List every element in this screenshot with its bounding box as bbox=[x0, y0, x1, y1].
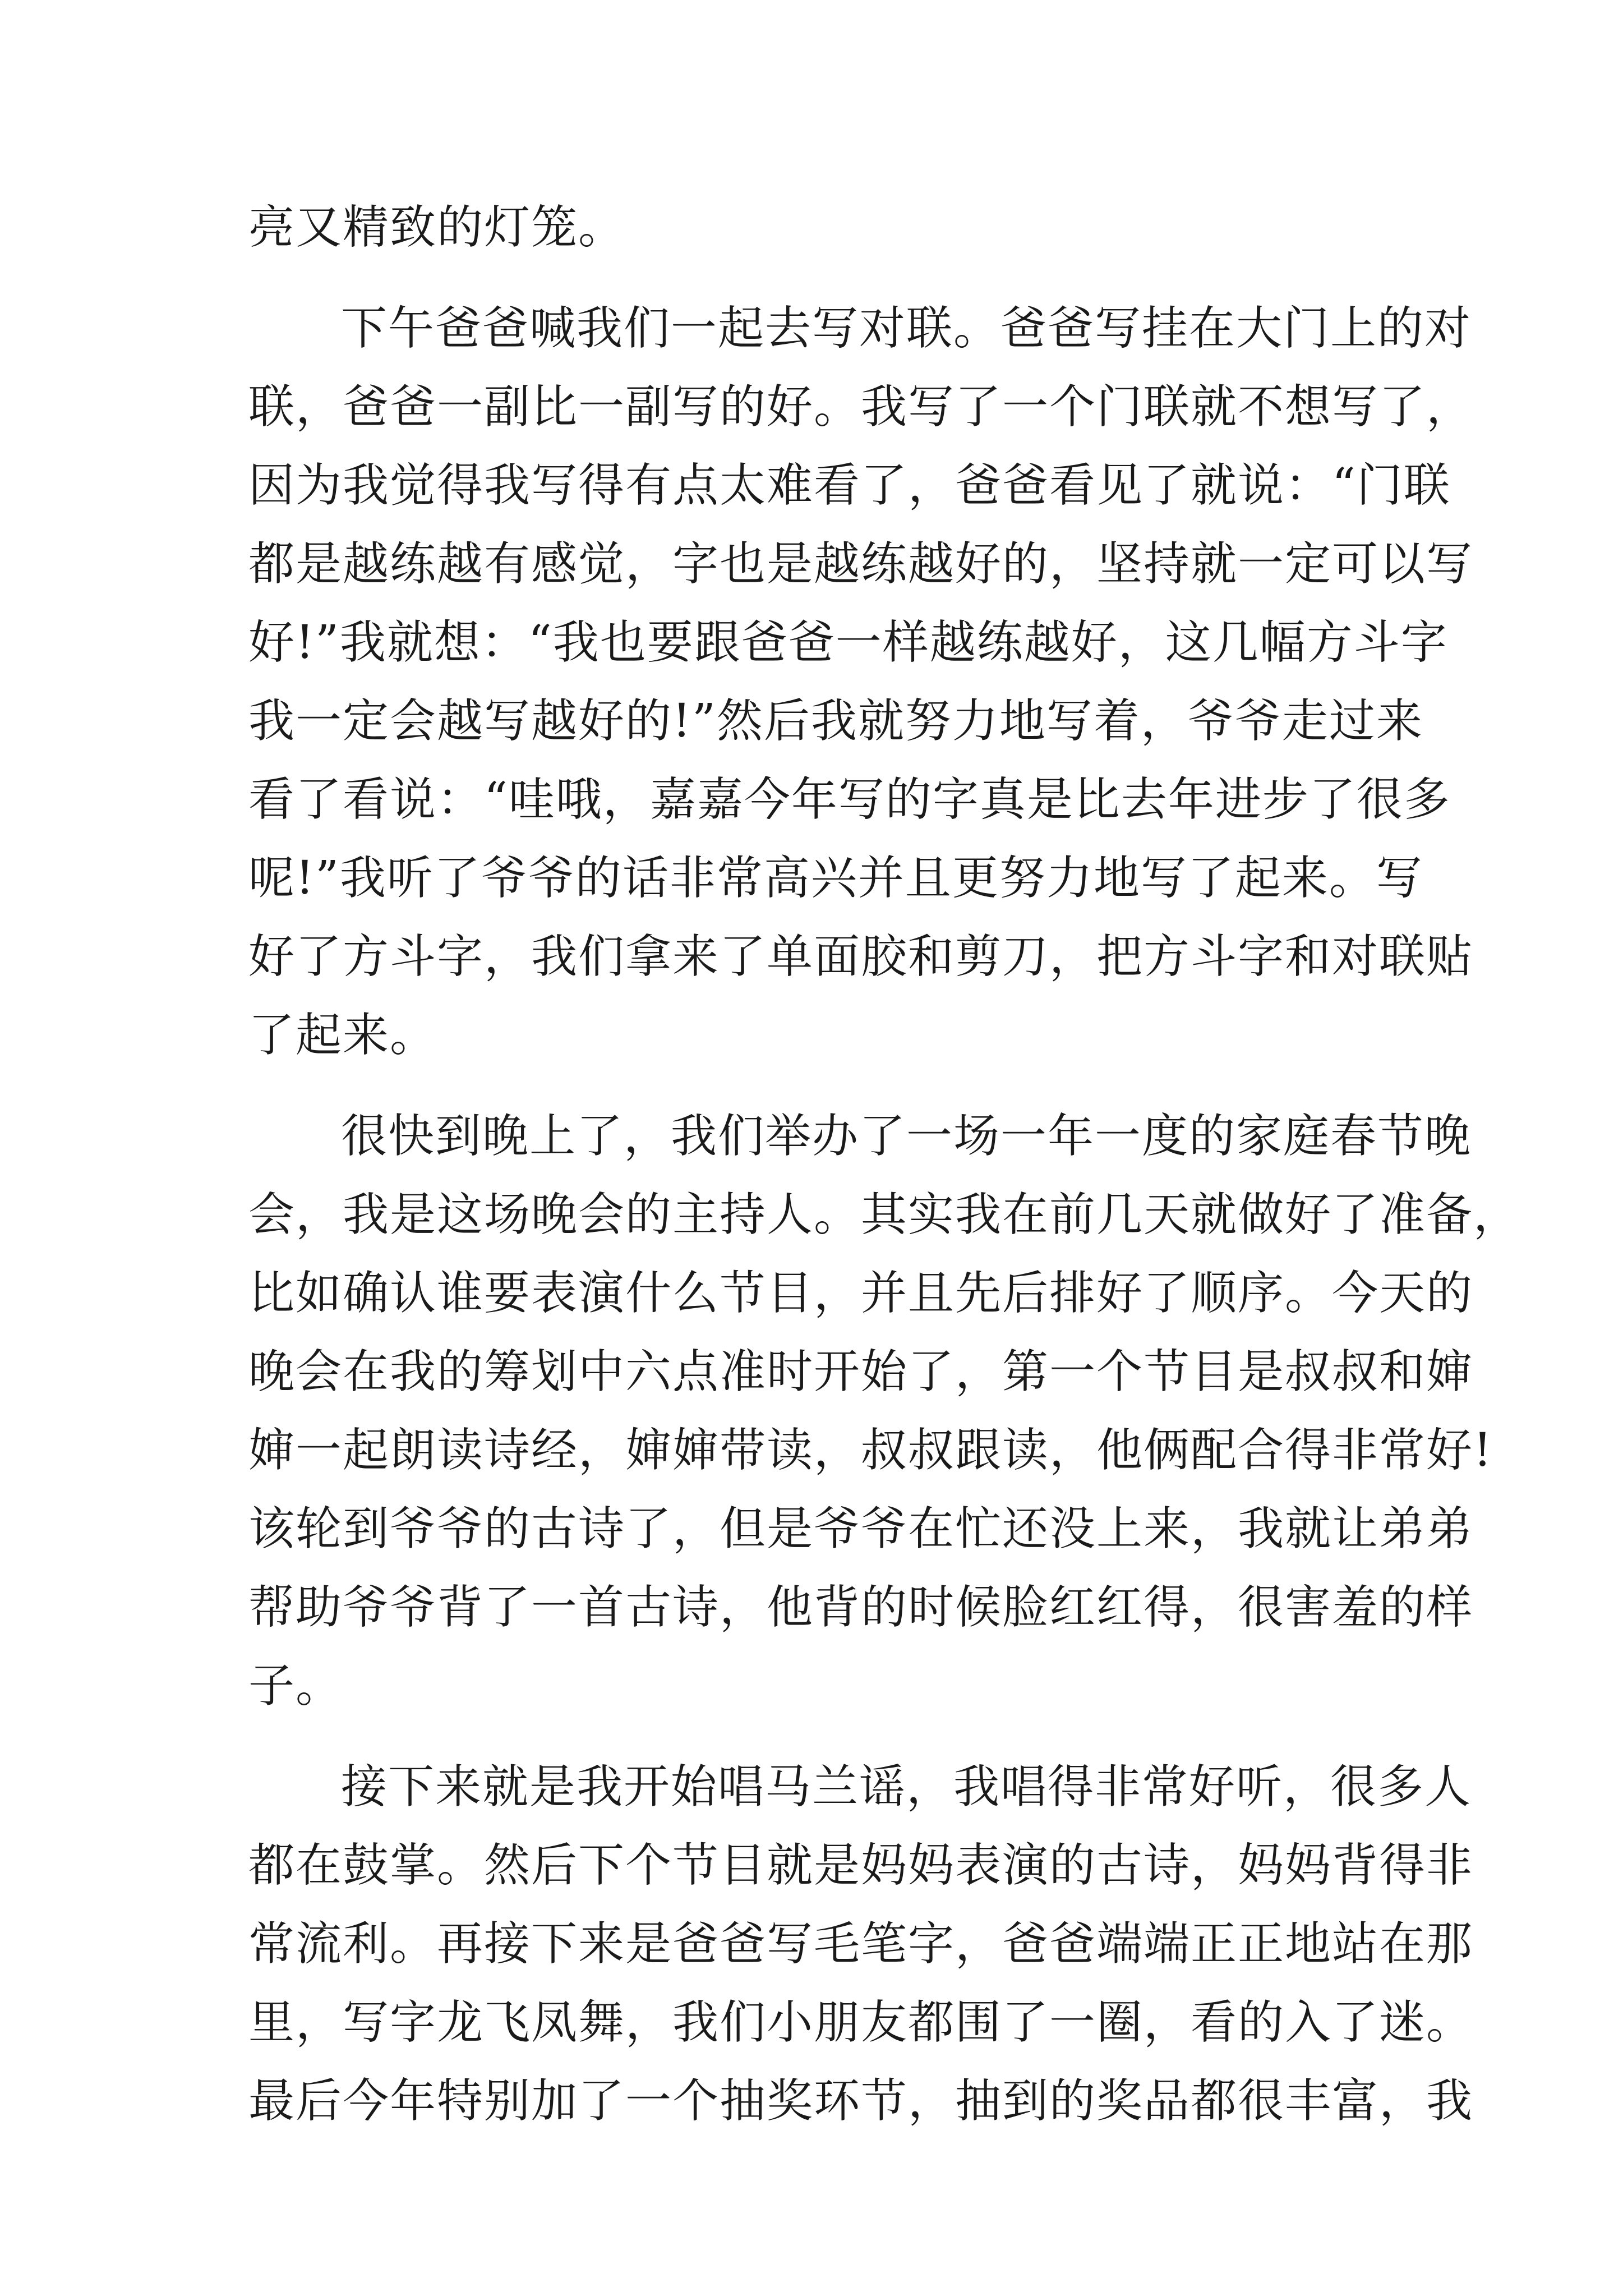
text-line: 因为我觉得我写得有点太难看了，爸爸看见了就说：“门联 bbox=[248, 459, 1451, 512]
text-line: 子。 bbox=[248, 1659, 343, 1713]
text-line: 常流利。再接下来是爸爸写毛笔字，爸爸端端正正地站在那 bbox=[248, 1917, 1474, 1971]
text-line: 我一定会越写越好的!”然后我就努力地写着，爷爷走过来 bbox=[248, 694, 1423, 748]
text-line: 好了方斗字，我们拿来了单面胶和剪刀，把方斗字和对联贴 bbox=[248, 930, 1474, 983]
text-line: 了起来。 bbox=[248, 1009, 437, 1062]
paragraph-first-line: 接下来就是我开始唱马兰谣，我唱得非常好听，很多人 bbox=[341, 1760, 1472, 1814]
body-text bbox=[248, 188, 1521, 2141]
text-line: 婶一起朗读诗经，婶婶带读，叔叔跟读，他俩配合得非常好! bbox=[248, 1424, 1493, 1477]
text-line: 好!”我就想：“我也要跟爸爸一样越练越好，这几幅方斗字 bbox=[248, 616, 1448, 669]
text-line: 该轮到爷爷的古诗了，但是爷爷在忙还没上来，我就让弟弟 bbox=[248, 1502, 1474, 1556]
text-line: 里，写字龙飞凤舞，我们小朋友都围了一圈，看的入了迷。 bbox=[248, 1996, 1474, 2049]
text-line: 会，我是这场晚会的主持人。其实我在前几天就做好了准备， bbox=[248, 1188, 1521, 1241]
text-line: 晚会在我的筹划中六点准时开始了，第一个节目是叔叔和婶 bbox=[248, 1345, 1474, 1398]
text-line: 比如确认谁要表演什么节目，并且先后排好了顺序。今天的 bbox=[248, 1267, 1474, 1320]
text-line: 呢!”我听了爷爷的话非常高兴并且更努力地写了起来。写 bbox=[248, 852, 1423, 905]
text-line: 联，爸爸一副比一副写的好。我写了一个门联就不想写了， bbox=[248, 380, 1474, 434]
text-line: 帮助爷爷背了一首古诗，他背的时候脸红红得，很害羞的样 bbox=[248, 1581, 1474, 1634]
text-line: 都是越练越有感觉，字也是越练越好的，坚持就一定可以写 bbox=[248, 537, 1474, 591]
text-line: 都在鼓掌。然后下个节目就是妈妈表演的古诗，妈妈背得非 bbox=[248, 1839, 1474, 1892]
paragraph-first-line: 很快到晚上了，我们举办了一场一年一度的家庭春节晚 bbox=[341, 1110, 1472, 1163]
paragraph-first-line: 下午爸爸喊我们一起去写对联。爸爸写挂在大门上的对 bbox=[341, 302, 1472, 355]
text-line: 亮又精致的灯笼。 bbox=[248, 201, 626, 254]
text-line: 看了看说：“哇哦，嘉嘉今年写的字真是比去年进步了很多 bbox=[248, 773, 1451, 826]
text-line: 最后今年特别加了一个抽奖环节，抽到的奖品都很丰富，我 bbox=[248, 2074, 1474, 2128]
